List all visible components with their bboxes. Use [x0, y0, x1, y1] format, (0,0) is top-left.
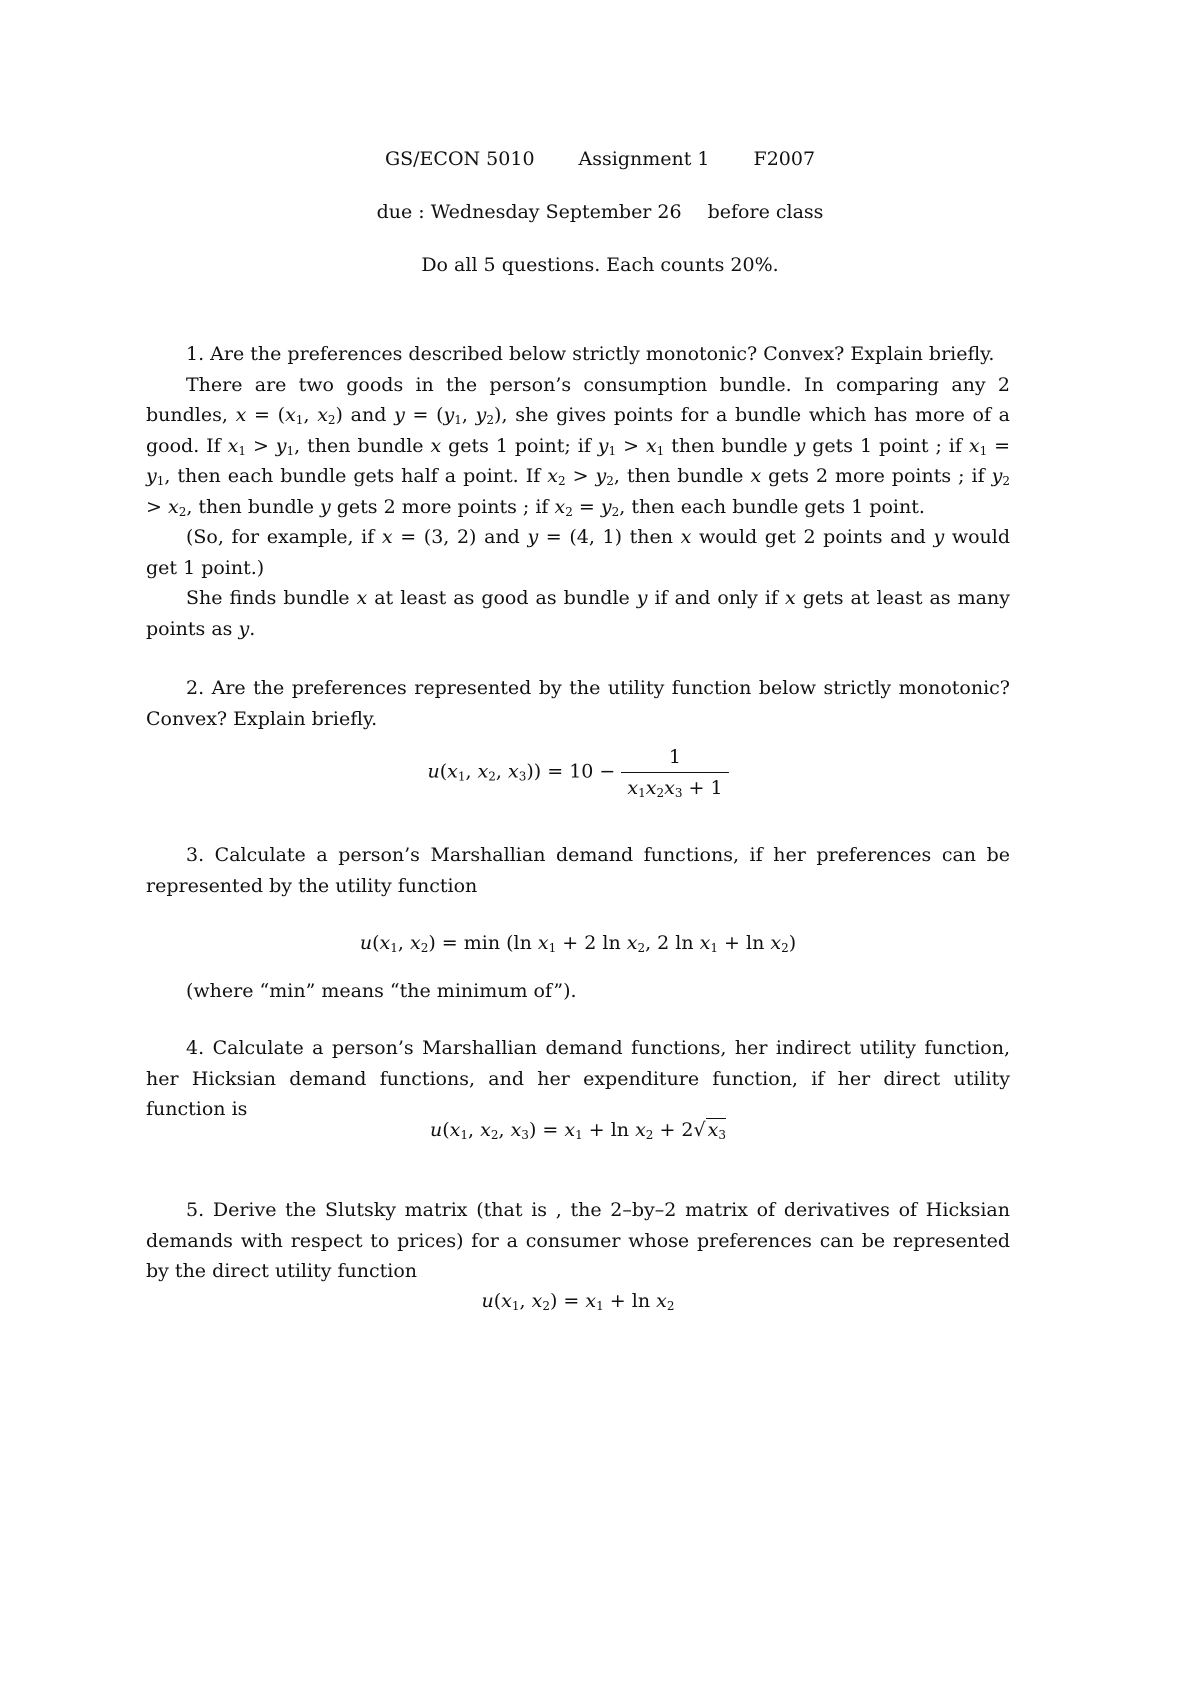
question-1: [146, 339, 1010, 644]
question-2: 2. Are the preferences represented by the utility function below strictly monotonic? Convex? Explain briefly.: [146, 677, 1010, 730]
question-1-rule: She finds bundle x at least as good as bundle y if and only if x gets at least as many points as y.: [146, 587, 1010, 640]
question-1-paragraph-rules: There are two goods in the person’s consumption bundle. In comparing any 2 bundles, $x = (x_1$, $x_2$) and $y = (y_1$, $y_2$), she gives points for a bundle which has more of a good. If $x_1 > y_1$, then bundle x gets 1 point; if $y_1 > x_1$ then bundle y gets 1 point ; if $x_1 = y_1$, then each bundle gets half a point. If $x_2 > y_2$, then bundle x gets 2 more points ; if $y_2 > x_2$, then bundle y gets 2 more points ; if $x_2 = y_2$, then each bundle gets 1 point.: [146, 373, 1011, 519]
question-1-title: 1. Are the preferences described below strictly monotonic? Convex? Explain briefly.: [186, 343, 995, 365]
due-time: before class: [707, 201, 824, 223]
question-5: 5. Derive the Slutsky matrix (that is , the 2–by–2 matrix of derivatives of Hicksian demands with respect to prices) for a consumer whose preferences can be represented by the direct utility function: [146, 1199, 1010, 1282]
assignment-title: Assignment 1: [578, 148, 710, 170]
question-5-equation: $u(x_1$, $x_2) = x_1 + \ln x_2$: [481, 1290, 675, 1313]
question-3-note: (where “min” means “the minimum of”).: [186, 980, 577, 1002]
header-course-line: [0, 148, 1200, 170]
question-2-equation: $u(x_1$, $x_2$, $x_3)) = 10$ − $\frac{1}{x_1x_2x_3 + 1}$: [146, 742, 1010, 803]
question-3-equation: $u(x_1$, $x_2) = \min (\ln$ $x_1 + 2$ $\ln x_2$, 2 $\ln x_1 + \ln x_2$): [359, 932, 797, 955]
term: F2007: [753, 148, 816, 170]
course-code: GS/ECON 5010: [384, 148, 535, 170]
question-1-example: (So, for example, if x = (3, 2) and y = (4, 1) then x would get 2 points and y would get 1 point.): [146, 526, 1010, 579]
question-4: 4. Calculate a person’s Marshallian demand functions, her indirect utility function, her Hicksian demand functions, and her expenditure function, if her direct utility function is: [146, 1037, 1010, 1120]
instructions: Do all 5 questions. Each counts 20%.: [421, 254, 779, 276]
due-date: due : Wednesday September 26: [376, 201, 682, 223]
question-3: 3. Calculate a person’s Marshallian demand functions, if her preferences can be represented by the utility function: [146, 844, 1010, 897]
due-line: [0, 201, 1200, 223]
question-4-equation: $u(x_1$, $x_2$, $x_3) = x_1 + \ln x_2 + 2√$ $x_3$: [430, 1119, 726, 1142]
